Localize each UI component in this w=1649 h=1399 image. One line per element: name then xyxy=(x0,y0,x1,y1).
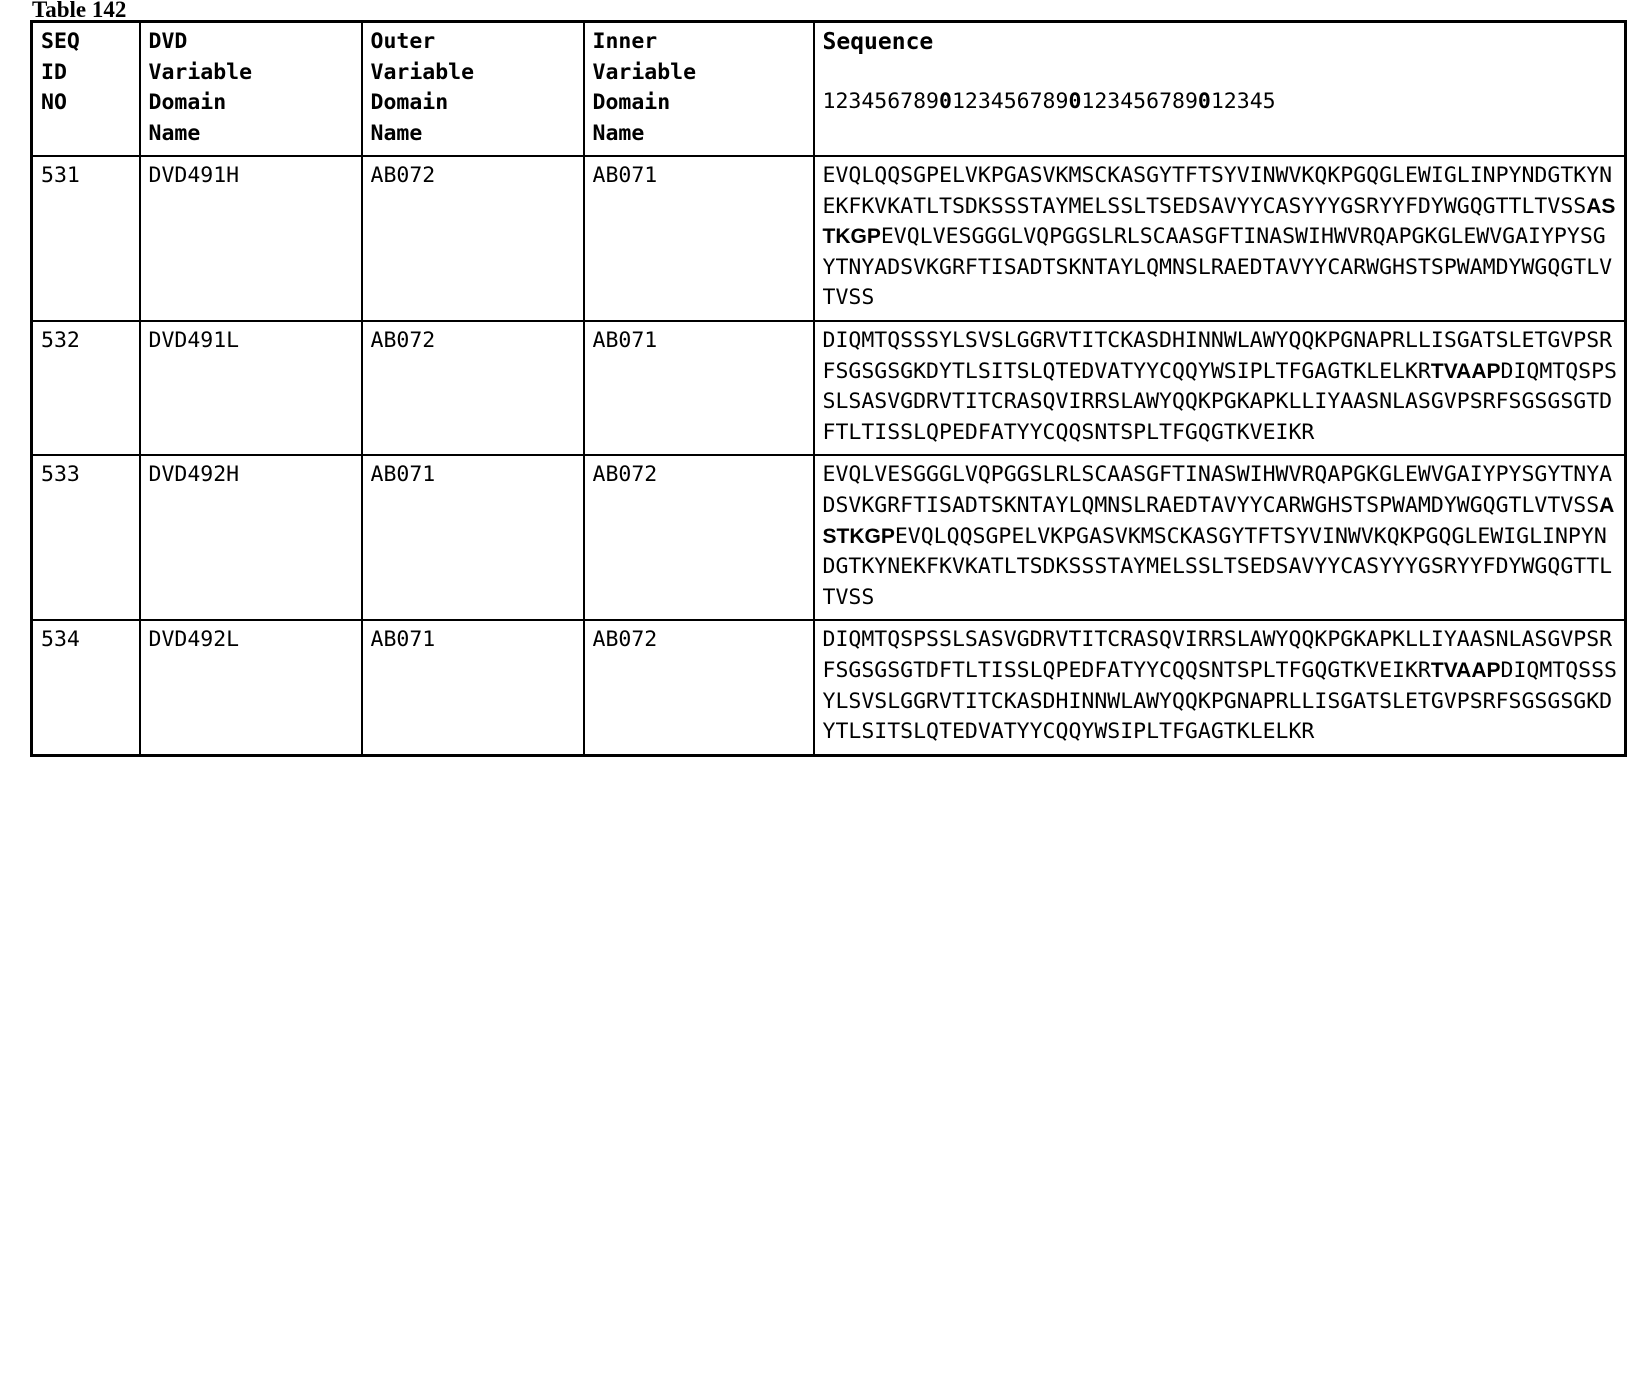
sequence-text: EVQLQQSGPELVKPGASVKMSCKASGYTFTSYVINWVKQKPGQGLEWIGLINPYNDGTKYNEKFKVKATLTSDKSSSTAYMELSSLTSEDSAVYYCASYYYGSRYYFDYWGQGTTLTVSSASTKGPEVQLVESGGGLVQPGGSLRLSCAASGFTINASWIHWVRQAPGKGLEWVGAIYPYSGYTNYADSVKGRFTISADTSKNTAYLQMNSLRAEDTAVYYCARWGHSTSPWAMDYWGQGTLVTVSS xyxy=(822,163,1616,311)
cell-dvd-variable-domain-name: DVD492H xyxy=(140,455,362,620)
cell-sequence xyxy=(814,156,1626,321)
sequence-table xyxy=(30,20,1627,757)
cell-inner-variable-domain-name: AB071 xyxy=(584,156,814,321)
sequence-text: DIQMTQSSSYLSVSLGGRVTITCKASDHINNWLAWYQQKPGNAPRLLISGATSLETGVPSRFSGSGSGKDYTLSITSLQTEDVATYYCQQYWSIPLTFGAGTKLELKRTVAAPDIQMTQSPSSLSASVGDRVTITCRASQVIRRSLAWYQQKPGKAPKLLIYAASNLASGVPSRFSGSGSGTDFTLTISSLQPEDFATYYCQQSNTSPLTFGQGTKVEIKR xyxy=(822,327,1617,445)
cell-dvd-variable-domain-name: DVD492L xyxy=(140,620,362,755)
header-outer-variable-domain-name xyxy=(362,22,584,157)
cell-sequence xyxy=(814,620,1626,755)
cell-inner-variable-domain-name: AB071 xyxy=(584,321,814,455)
header-sequence-label: Sequence xyxy=(822,29,934,55)
cell-outer-variable-domain-name: AB072 xyxy=(362,156,584,321)
cell-seq-id-no: 533 xyxy=(32,455,140,620)
header-outer-label: Outer Variable Domain Name xyxy=(370,29,475,146)
cell-sequence xyxy=(814,455,1626,620)
header-dvd-variable-domain-name xyxy=(140,22,362,157)
table-row xyxy=(32,455,1626,620)
cell-sequence xyxy=(814,321,1626,455)
table-row xyxy=(32,156,1626,321)
table-row xyxy=(32,620,1626,755)
sequence-position-ruler: 12345678901234567890123456789012345 xyxy=(822,89,1276,114)
header-dvd-label: DVD Variable Domain Name xyxy=(148,29,253,146)
table-body xyxy=(32,156,1626,755)
cell-seq-id-no: 531 xyxy=(32,156,140,321)
cell-inner-variable-domain-name: AB072 xyxy=(584,620,814,755)
cell-dvd-variable-domain-name: DVD491L xyxy=(140,321,362,455)
table-header xyxy=(32,22,1626,157)
header-seq-id-no-label: SEQ ID NO xyxy=(41,29,80,115)
cell-dvd-variable-domain-name: DVD491H xyxy=(140,156,362,321)
cell-outer-variable-domain-name: AB071 xyxy=(362,455,584,620)
header-row xyxy=(32,22,1626,157)
table-row xyxy=(32,321,1626,455)
cell-seq-id-no: 532 xyxy=(32,321,140,455)
cell-outer-variable-domain-name: AB072 xyxy=(362,321,584,455)
table-caption: Table 142 xyxy=(32,0,127,18)
header-seq-id-no xyxy=(32,22,140,157)
header-inner-label: Inner Variable Domain Name xyxy=(592,29,697,146)
sequence-text: EVQLVESGGGLVQPGGSLRLSCAASGFTINASWIHWVRQAPGKGLEWVGAIYPYSGYTNYADSVKGRFTISADTSKNTAYLQMNSLRAEDTAVYYCARWGHSTSPWAMDYWGQGTLVTVSSASTKGPEVQLQQSGPELVKPGASVKMSCKASGYTFTSYVINWVKQKPGQGLEWIGLINPYNDGTKYNEKFKVKATLTSDKSSSTAYMELSSLTSEDSAVYYCASYYYGSRYYFDYWGQGTTLTVSS xyxy=(822,462,1615,610)
cell-seq-id-no: 534 xyxy=(32,620,140,755)
cell-inner-variable-domain-name: AB072 xyxy=(584,455,814,620)
header-inner-variable-domain-name xyxy=(584,22,814,157)
header-sequence xyxy=(814,22,1626,157)
sequence-text: DIQMTQSPSSLSASVGDRVTITCRASQVIRRSLAWYQQKPGKAPKLLIYAASNLASGVPSRFSGSGSGTDFTLTISSLQPEDFATYYCQQSNTSPLTFGQGTKVEIKRTVAAPDIQMTQSSSYLSVSLGGRVTITCKASDHINNWLAWYQQKPGNAPRLLISGATSLETGVPSRFSGSGSGKDYTLSITSLQTEDVATYYCQQYWSIPLTFGAGTKLELKR xyxy=(822,627,1617,745)
cell-outer-variable-domain-name: AB071 xyxy=(362,620,584,755)
